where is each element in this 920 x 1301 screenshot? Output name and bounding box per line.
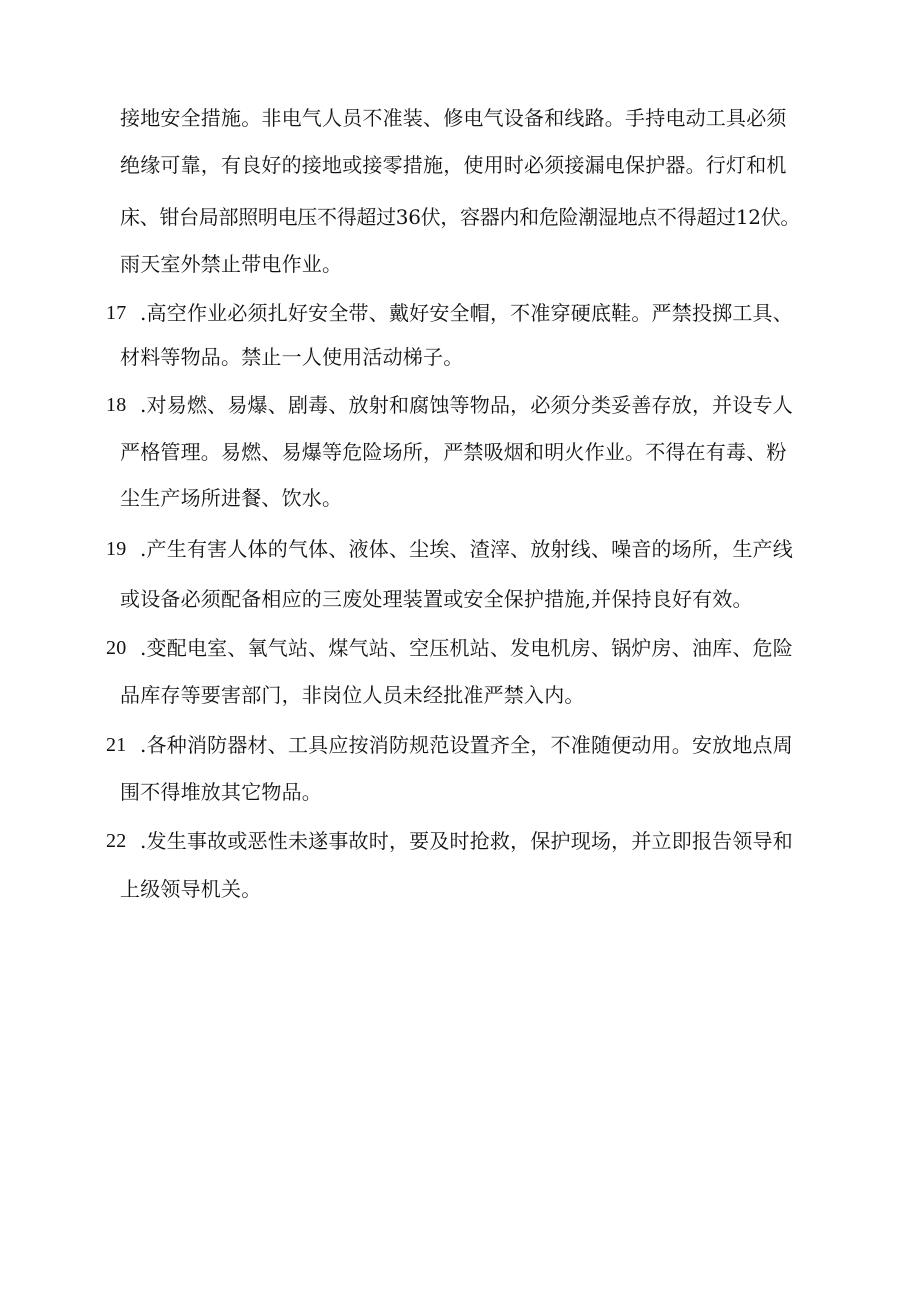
list-item-21-continued	[0, 777, 920, 807]
list-item-18-continued	[0, 437, 920, 467]
list-item-17	[0, 298, 920, 328]
list-item-17-continued	[0, 342, 920, 372]
list-item-20	[0, 633, 920, 663]
item-number: 17	[106, 302, 127, 324]
list-item-21	[0, 730, 920, 760]
line-text: 接地安全措施。非电气人员不准装、修电气设备和线路。手持电动工具必须	[120, 106, 787, 130]
line-text: 上级领导机关。	[120, 877, 262, 901]
continuation-line	[0, 249, 920, 279]
item-number: 19	[106, 538, 127, 560]
item-number: 21	[106, 734, 127, 756]
list-item-18	[0, 390, 920, 420]
line-text: 品库存等要害部门，非岗位人员未经批准严禁入内。	[120, 683, 585, 707]
line-text: .产生有害人体的气体、液体、尘埃、渣滓、放射线、噪音的场所，生产线	[140, 537, 793, 561]
continuation-line	[0, 202, 920, 232]
continuation-line	[0, 103, 920, 133]
line-text: 或设备必须配备相应的三废处理装置或安全保护措施,并保持良好有效。	[120, 587, 753, 611]
line-text: 严格管理。易燃、易爆等危险场所，严禁吸烟和明火作业。不得在有毒、粉	[120, 440, 787, 464]
line-text: .发生事故或恶性未遂事故时，要及时抢救，保护现场，并立即报告领导和	[140, 829, 793, 853]
item-number: 20	[106, 637, 127, 659]
line-text: .各种消防器材、工具应按消防规范设置齐全，不准随便动用。安放地点周	[140, 733, 793, 757]
line-text: .变配电室、氧气站、煤气站、空压机站、发电机房、锅炉房、油库、危险	[140, 636, 793, 660]
line-text: .高空作业必须扎好安全带、戴好安全帽，不准穿硬底鞋。严禁投掷工具、	[140, 301, 793, 325]
list-item-19	[0, 534, 920, 564]
list-item-18-continued	[0, 483, 920, 513]
item-number: 22	[106, 830, 127, 852]
line-text: 尘生产场所进餐、饮水。	[120, 486, 343, 510]
list-item-19-continued	[0, 584, 920, 614]
list-item-22	[0, 826, 920, 856]
list-item-22-continued	[0, 874, 920, 904]
line-text: 床、钳台局部照明电压不得超过36伏，容器内和危险潮湿地点不得超过12伏。	[120, 205, 801, 229]
line-text: 材料等物品。禁止一人使用活动梯子。	[120, 345, 464, 369]
item-number: 18	[106, 394, 127, 416]
line-text: 雨天室外禁止带电作业。	[120, 252, 343, 276]
line-text: 围不得堆放其它物品。	[120, 780, 322, 804]
continuation-line	[0, 150, 920, 180]
list-item-20-continued	[0, 680, 920, 710]
line-text: .对易燃、易爆、剧毒、放射和腐蚀等物品，必须分类妥善存放，并设专人	[140, 393, 793, 417]
line-text: 绝缘可靠，有良好的接地或接零措施，使用时必须接漏电保护器。行灯和机	[120, 153, 787, 177]
